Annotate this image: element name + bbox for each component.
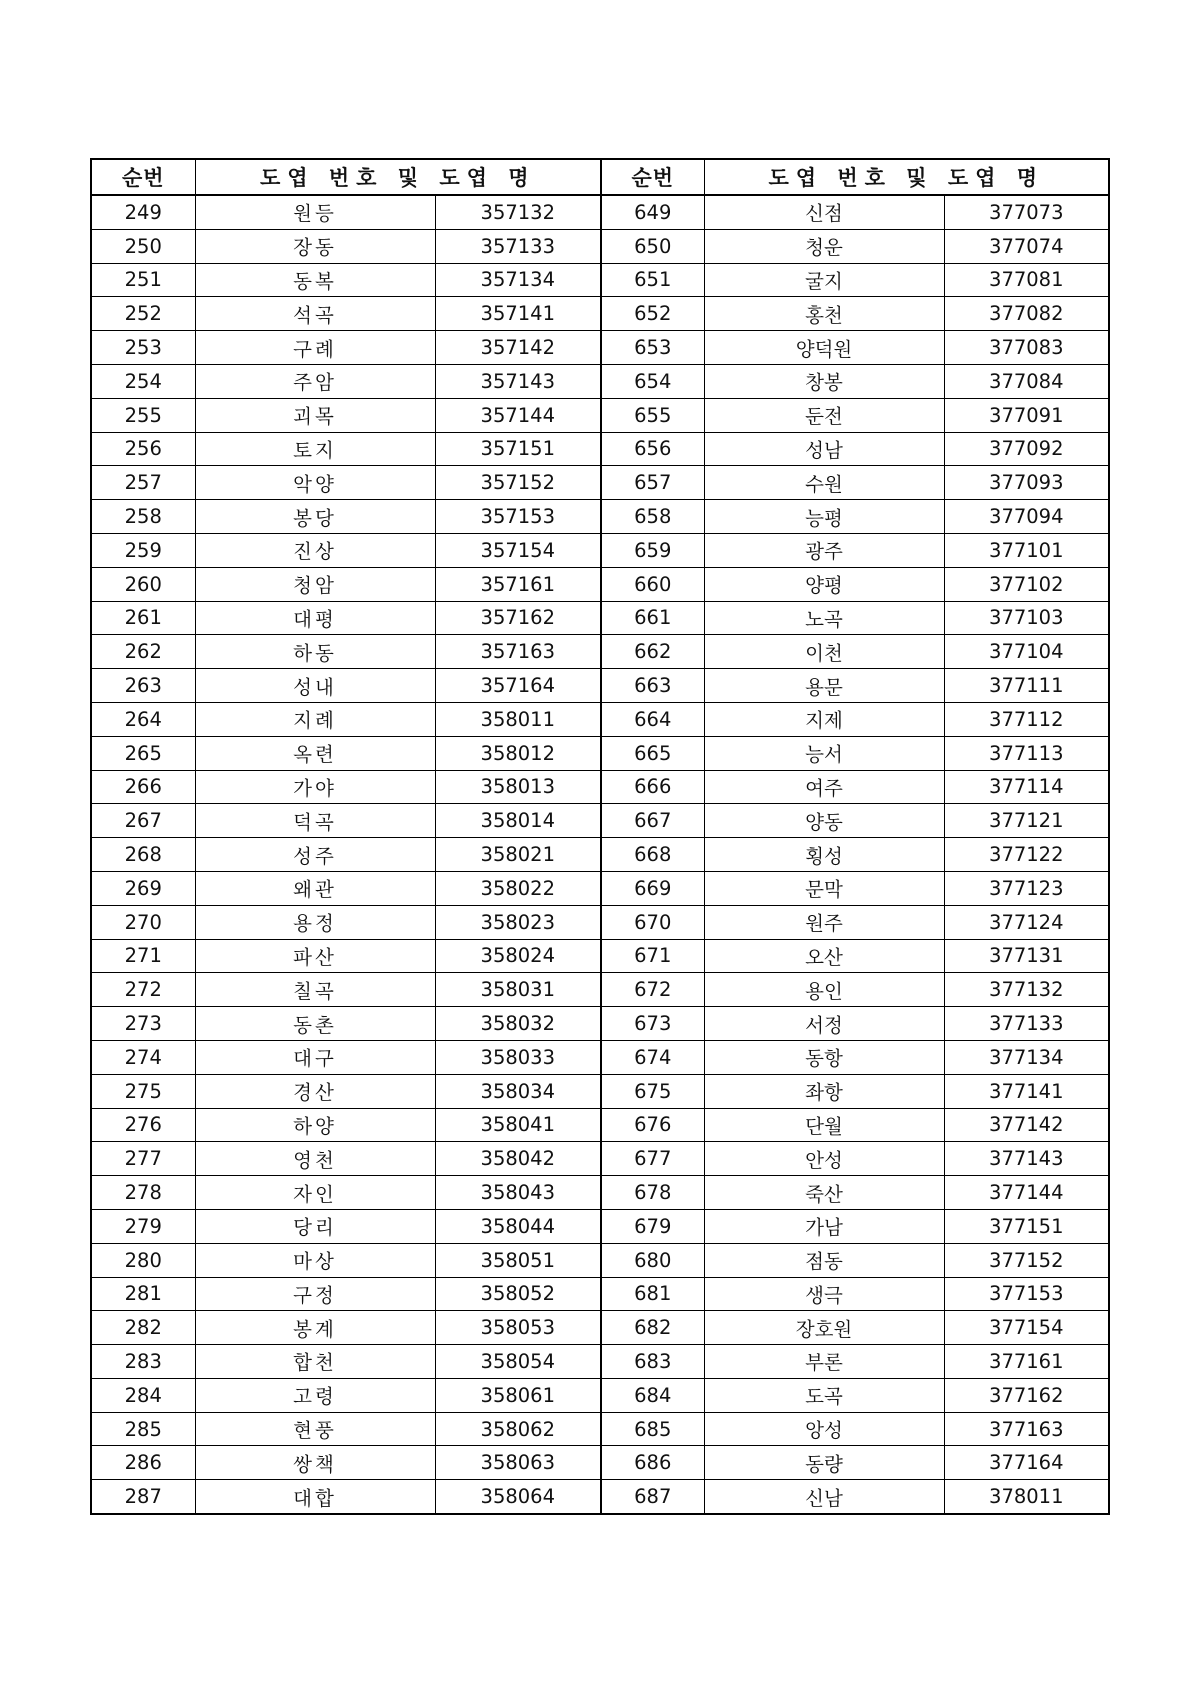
table-row bbox=[91, 1108, 1109, 1142]
seq-right: 686 bbox=[601, 1446, 704, 1480]
map-name-right: 신남 bbox=[704, 1480, 944, 1514]
seq-right: 657 bbox=[601, 466, 704, 500]
table-row bbox=[91, 364, 1109, 398]
map-name-left: 동촌 bbox=[195, 1007, 435, 1041]
seq-right: 670 bbox=[601, 905, 704, 939]
seq-left: 287 bbox=[91, 1480, 195, 1514]
map-number-left: 358024 bbox=[435, 939, 601, 973]
map-number-left: 358041 bbox=[435, 1108, 601, 1142]
map-number-right: 377164 bbox=[944, 1446, 1109, 1480]
table-row bbox=[91, 533, 1109, 567]
seq-right: 655 bbox=[601, 398, 704, 432]
map-number-right: 377141 bbox=[944, 1074, 1109, 1108]
map-name-right: 용인 bbox=[704, 973, 944, 1007]
map-name-left: 동복 bbox=[195, 263, 435, 297]
seq-left: 284 bbox=[91, 1378, 195, 1412]
map-number-right: 377123 bbox=[944, 871, 1109, 905]
table-row bbox=[91, 939, 1109, 973]
map-number-right: 377081 bbox=[944, 263, 1109, 297]
map-number-left: 357163 bbox=[435, 635, 601, 669]
table-row bbox=[91, 838, 1109, 872]
map-name-right: 수원 bbox=[704, 466, 944, 500]
map-number-left: 357141 bbox=[435, 297, 601, 331]
table-row bbox=[91, 635, 1109, 669]
map-header-left: 도엽 번호 및 도엽 명 bbox=[195, 159, 601, 195]
seq-right: 672 bbox=[601, 973, 704, 1007]
map-number-left: 358013 bbox=[435, 770, 601, 804]
seq-right: 665 bbox=[601, 736, 704, 770]
map-name-right: 앙성 bbox=[704, 1412, 944, 1446]
map-number-left: 358043 bbox=[435, 1176, 601, 1210]
map-name-left: 장동 bbox=[195, 229, 435, 263]
map-name-right: 안성 bbox=[704, 1142, 944, 1176]
seq-left: 262 bbox=[91, 635, 195, 669]
map-number-left: 357144 bbox=[435, 398, 601, 432]
map-number-right: 377102 bbox=[944, 567, 1109, 601]
table-row bbox=[91, 871, 1109, 905]
seq-left: 277 bbox=[91, 1142, 195, 1176]
map-number-left: 358012 bbox=[435, 736, 601, 770]
seq-left: 274 bbox=[91, 1040, 195, 1074]
map-name-right: 둔전 bbox=[704, 398, 944, 432]
map-number-right: 377073 bbox=[944, 195, 1109, 229]
map-number-right: 377152 bbox=[944, 1243, 1109, 1277]
map-name-left: 옥련 bbox=[195, 736, 435, 770]
map-name-right: 죽산 bbox=[704, 1176, 944, 1210]
seq-right: 654 bbox=[601, 364, 704, 398]
map-name-left: 하양 bbox=[195, 1108, 435, 1142]
table-row bbox=[91, 398, 1109, 432]
map-name-left: 경산 bbox=[195, 1074, 435, 1108]
seq-left: 265 bbox=[91, 736, 195, 770]
map-name-right: 굴지 bbox=[704, 263, 944, 297]
table-row bbox=[91, 1040, 1109, 1074]
map-name-left: 괴목 bbox=[195, 398, 435, 432]
map-number-left: 357151 bbox=[435, 432, 601, 466]
seq-right: 669 bbox=[601, 871, 704, 905]
map-number-left: 358022 bbox=[435, 871, 601, 905]
seq-left: 256 bbox=[91, 432, 195, 466]
seq-left: 250 bbox=[91, 229, 195, 263]
seq-right: 685 bbox=[601, 1412, 704, 1446]
table-row bbox=[91, 1074, 1109, 1108]
seq-left: 286 bbox=[91, 1446, 195, 1480]
seq-left: 254 bbox=[91, 364, 195, 398]
map-number-left: 357162 bbox=[435, 601, 601, 635]
seq-left: 275 bbox=[91, 1074, 195, 1108]
seq-right: 661 bbox=[601, 601, 704, 635]
seq-left: 253 bbox=[91, 331, 195, 365]
map-number-right: 377112 bbox=[944, 702, 1109, 736]
map-name-right: 홍천 bbox=[704, 297, 944, 331]
map-name-right: 장호원 bbox=[704, 1311, 944, 1345]
map-number-left: 357133 bbox=[435, 229, 601, 263]
map-name-left: 덕곡 bbox=[195, 804, 435, 838]
seq-right: 687 bbox=[601, 1480, 704, 1514]
map-name-left: 마상 bbox=[195, 1243, 435, 1277]
seq-left: 279 bbox=[91, 1209, 195, 1243]
map-number-left: 357154 bbox=[435, 533, 601, 567]
map-name-left: 영천 bbox=[195, 1142, 435, 1176]
map-name-right: 여주 bbox=[704, 770, 944, 804]
seq-left: 273 bbox=[91, 1007, 195, 1041]
seq-right: 679 bbox=[601, 1209, 704, 1243]
seq-left: 259 bbox=[91, 533, 195, 567]
map-number-right: 377113 bbox=[944, 736, 1109, 770]
seq-left: 266 bbox=[91, 770, 195, 804]
seq-right: 681 bbox=[601, 1277, 704, 1311]
seq-left: 271 bbox=[91, 939, 195, 973]
map-number-right: 377143 bbox=[944, 1142, 1109, 1176]
map-number-right: 377083 bbox=[944, 331, 1109, 365]
seq-left: 281 bbox=[91, 1277, 195, 1311]
map-name-right: 청운 bbox=[704, 229, 944, 263]
map-name-left: 대구 bbox=[195, 1040, 435, 1074]
seq-left: 270 bbox=[91, 905, 195, 939]
table-row bbox=[91, 432, 1109, 466]
seq-right: 683 bbox=[601, 1345, 704, 1379]
table-row bbox=[91, 1176, 1109, 1210]
map-name-right: 가남 bbox=[704, 1209, 944, 1243]
map-name-right: 문막 bbox=[704, 871, 944, 905]
map-name-right: 생극 bbox=[704, 1277, 944, 1311]
map-number-left: 358052 bbox=[435, 1277, 601, 1311]
map-number-left: 358033 bbox=[435, 1040, 601, 1074]
table-row bbox=[91, 1446, 1109, 1480]
map-name-right: 능평 bbox=[704, 500, 944, 534]
map-number-left: 357152 bbox=[435, 466, 601, 500]
map-name-right: 좌항 bbox=[704, 1074, 944, 1108]
map-name-left: 구정 bbox=[195, 1277, 435, 1311]
seq-right: 675 bbox=[601, 1074, 704, 1108]
map-number-left: 358054 bbox=[435, 1345, 601, 1379]
map-header-right: 도엽 번호 및 도엽 명 bbox=[704, 159, 1109, 195]
seq-right: 653 bbox=[601, 331, 704, 365]
map-name-left: 토지 bbox=[195, 432, 435, 466]
seq-left: 261 bbox=[91, 601, 195, 635]
map-name-left: 원등 bbox=[195, 195, 435, 229]
map-name-left: 대평 bbox=[195, 601, 435, 635]
map-number-right: 378011 bbox=[944, 1480, 1109, 1514]
map-name-left: 성내 bbox=[195, 669, 435, 703]
map-number-left: 358014 bbox=[435, 804, 601, 838]
map-name-right: 부론 bbox=[704, 1345, 944, 1379]
map-name-left: 석곡 bbox=[195, 297, 435, 331]
map-name-right: 능서 bbox=[704, 736, 944, 770]
map-name-left: 왜관 bbox=[195, 871, 435, 905]
map-number-left: 357143 bbox=[435, 364, 601, 398]
seq-left: 249 bbox=[91, 195, 195, 229]
map-number-right: 377114 bbox=[944, 770, 1109, 804]
table-row bbox=[91, 466, 1109, 500]
seq-right: 666 bbox=[601, 770, 704, 804]
map-name-left: 가야 bbox=[195, 770, 435, 804]
seq-right: 662 bbox=[601, 635, 704, 669]
map-name-right: 광주 bbox=[704, 533, 944, 567]
seq-right: 658 bbox=[601, 500, 704, 534]
map-name-left: 당리 bbox=[195, 1209, 435, 1243]
map-number-right: 377134 bbox=[944, 1040, 1109, 1074]
seq-left: 278 bbox=[91, 1176, 195, 1210]
seq-right: 663 bbox=[601, 669, 704, 703]
seq-left: 276 bbox=[91, 1108, 195, 1142]
seq-right: 664 bbox=[601, 702, 704, 736]
map-number-right: 377093 bbox=[944, 466, 1109, 500]
seq-right: 682 bbox=[601, 1311, 704, 1345]
map-number-right: 377084 bbox=[944, 364, 1109, 398]
seq-left: 258 bbox=[91, 500, 195, 534]
map-name-left: 대합 bbox=[195, 1480, 435, 1514]
seq-right: 656 bbox=[601, 432, 704, 466]
map-number-right: 377133 bbox=[944, 1007, 1109, 1041]
table-row bbox=[91, 195, 1109, 229]
map-number-left: 358044 bbox=[435, 1209, 601, 1243]
map-number-left: 357164 bbox=[435, 669, 601, 703]
map-name-right: 지제 bbox=[704, 702, 944, 736]
table-row bbox=[91, 702, 1109, 736]
table-row bbox=[91, 601, 1109, 635]
map-name-right: 양평 bbox=[704, 567, 944, 601]
seq-left: 267 bbox=[91, 804, 195, 838]
table-row bbox=[91, 263, 1109, 297]
map-number-left: 358021 bbox=[435, 838, 601, 872]
table-row bbox=[91, 1277, 1109, 1311]
seq-right: 671 bbox=[601, 939, 704, 973]
seq-right: 659 bbox=[601, 533, 704, 567]
seq-left: 272 bbox=[91, 973, 195, 1007]
map-number-right: 377074 bbox=[944, 229, 1109, 263]
map-number-left: 357132 bbox=[435, 195, 601, 229]
map-number-left: 357153 bbox=[435, 500, 601, 534]
seq-left: 263 bbox=[91, 669, 195, 703]
seq-left: 260 bbox=[91, 567, 195, 601]
table-row bbox=[91, 1007, 1109, 1041]
seq-left: 282 bbox=[91, 1311, 195, 1345]
map-number-right: 377124 bbox=[944, 905, 1109, 939]
map-name-right: 이천 bbox=[704, 635, 944, 669]
map-name-right: 신점 bbox=[704, 195, 944, 229]
seq-left: 251 bbox=[91, 263, 195, 297]
map-number-left: 358064 bbox=[435, 1480, 601, 1514]
map-name-left: 고령 bbox=[195, 1378, 435, 1412]
map-name-right: 양동 bbox=[704, 804, 944, 838]
map-name-right: 횡성 bbox=[704, 838, 944, 872]
map-name-left: 용정 bbox=[195, 905, 435, 939]
map-number-left: 358062 bbox=[435, 1412, 601, 1446]
map-number-right: 377121 bbox=[944, 804, 1109, 838]
map-number-right: 377082 bbox=[944, 297, 1109, 331]
table-body bbox=[91, 195, 1109, 1514]
table-row bbox=[91, 297, 1109, 331]
map-number-right: 377162 bbox=[944, 1378, 1109, 1412]
seq-left: 283 bbox=[91, 1345, 195, 1379]
table-row bbox=[91, 736, 1109, 770]
map-name-right: 오산 bbox=[704, 939, 944, 973]
map-number-right: 377131 bbox=[944, 939, 1109, 973]
seq-left: 252 bbox=[91, 297, 195, 331]
table-row bbox=[91, 669, 1109, 703]
map-name-right: 성남 bbox=[704, 432, 944, 466]
table-row bbox=[91, 770, 1109, 804]
map-number-right: 377151 bbox=[944, 1209, 1109, 1243]
map-number-right: 377132 bbox=[944, 973, 1109, 1007]
map-name-left: 현풍 bbox=[195, 1412, 435, 1446]
seq-header-left: 순번 bbox=[91, 159, 195, 195]
map-number-right: 377163 bbox=[944, 1412, 1109, 1446]
map-name-right: 용문 bbox=[704, 669, 944, 703]
map-index-table bbox=[90, 158, 1110, 1515]
map-name-left: 청암 bbox=[195, 567, 435, 601]
map-name-left: 성주 bbox=[195, 838, 435, 872]
seq-right: 677 bbox=[601, 1142, 704, 1176]
map-name-right: 노곡 bbox=[704, 601, 944, 635]
map-number-right: 377161 bbox=[944, 1345, 1109, 1379]
map-number-left: 358011 bbox=[435, 702, 601, 736]
map-number-left: 358061 bbox=[435, 1378, 601, 1412]
seq-header-right: 순번 bbox=[601, 159, 704, 195]
seq-left: 280 bbox=[91, 1243, 195, 1277]
seq-right: 652 bbox=[601, 297, 704, 331]
table-row bbox=[91, 229, 1109, 263]
map-index-sheet bbox=[90, 158, 1108, 1515]
table-row bbox=[91, 331, 1109, 365]
map-number-right: 377091 bbox=[944, 398, 1109, 432]
seq-right: 667 bbox=[601, 804, 704, 838]
map-number-left: 357142 bbox=[435, 331, 601, 365]
map-name-right: 도곡 bbox=[704, 1378, 944, 1412]
table-row bbox=[91, 1412, 1109, 1446]
map-number-left: 358053 bbox=[435, 1311, 601, 1345]
map-number-right: 377094 bbox=[944, 500, 1109, 534]
seq-right: 674 bbox=[601, 1040, 704, 1074]
header-row bbox=[91, 159, 1109, 195]
map-name-left: 칠곡 bbox=[195, 973, 435, 1007]
map-name-right: 동항 bbox=[704, 1040, 944, 1074]
seq-left: 268 bbox=[91, 838, 195, 872]
table-row bbox=[91, 804, 1109, 838]
map-name-right: 서정 bbox=[704, 1007, 944, 1041]
table-row bbox=[91, 1345, 1109, 1379]
map-name-left: 주암 bbox=[195, 364, 435, 398]
map-number-left: 358032 bbox=[435, 1007, 601, 1041]
table-row bbox=[91, 1480, 1109, 1514]
map-number-right: 377144 bbox=[944, 1176, 1109, 1210]
map-name-right: 단월 bbox=[704, 1108, 944, 1142]
table-row bbox=[91, 500, 1109, 534]
table-row bbox=[91, 1378, 1109, 1412]
map-number-left: 357134 bbox=[435, 263, 601, 297]
map-name-left: 악양 bbox=[195, 466, 435, 500]
map-name-left: 진상 bbox=[195, 533, 435, 567]
map-number-left: 358023 bbox=[435, 905, 601, 939]
map-number-left: 358034 bbox=[435, 1074, 601, 1108]
map-name-right: 점동 bbox=[704, 1243, 944, 1277]
map-name-left: 지례 bbox=[195, 702, 435, 736]
seq-right: 678 bbox=[601, 1176, 704, 1210]
map-name-right: 창봉 bbox=[704, 364, 944, 398]
map-name-right: 양덕원 bbox=[704, 331, 944, 365]
seq-right: 684 bbox=[601, 1378, 704, 1412]
seq-left: 269 bbox=[91, 871, 195, 905]
map-number-right: 377154 bbox=[944, 1311, 1109, 1345]
map-number-right: 377142 bbox=[944, 1108, 1109, 1142]
table-row bbox=[91, 973, 1109, 1007]
map-name-left: 합천 bbox=[195, 1345, 435, 1379]
map-number-left: 358051 bbox=[435, 1243, 601, 1277]
map-number-left: 358063 bbox=[435, 1446, 601, 1480]
map-number-right: 377092 bbox=[944, 432, 1109, 466]
seq-right: 668 bbox=[601, 838, 704, 872]
map-name-right: 동량 bbox=[704, 1446, 944, 1480]
map-number-left: 358042 bbox=[435, 1142, 601, 1176]
map-number-right: 377122 bbox=[944, 838, 1109, 872]
table-row bbox=[91, 1142, 1109, 1176]
table-row bbox=[91, 1209, 1109, 1243]
map-number-left: 357161 bbox=[435, 567, 601, 601]
table-row bbox=[91, 1311, 1109, 1345]
map-name-left: 하동 bbox=[195, 635, 435, 669]
seq-left: 285 bbox=[91, 1412, 195, 1446]
seq-right: 680 bbox=[601, 1243, 704, 1277]
map-name-left: 봉계 bbox=[195, 1311, 435, 1345]
map-name-left: 구례 bbox=[195, 331, 435, 365]
seq-right: 649 bbox=[601, 195, 704, 229]
map-number-right: 377103 bbox=[944, 601, 1109, 635]
seq-left: 264 bbox=[91, 702, 195, 736]
map-number-right: 377104 bbox=[944, 635, 1109, 669]
map-number-left: 358031 bbox=[435, 973, 601, 1007]
seq-right: 650 bbox=[601, 229, 704, 263]
seq-right: 660 bbox=[601, 567, 704, 601]
seq-right: 676 bbox=[601, 1108, 704, 1142]
map-name-left: 파산 bbox=[195, 939, 435, 973]
table-row bbox=[91, 1243, 1109, 1277]
map-name-left: 쌍책 bbox=[195, 1446, 435, 1480]
seq-left: 255 bbox=[91, 398, 195, 432]
seq-right: 673 bbox=[601, 1007, 704, 1041]
map-name-left: 봉당 bbox=[195, 500, 435, 534]
map-name-left: 자인 bbox=[195, 1176, 435, 1210]
table-row bbox=[91, 567, 1109, 601]
map-name-right: 원주 bbox=[704, 905, 944, 939]
map-number-right: 377111 bbox=[944, 669, 1109, 703]
map-number-right: 377101 bbox=[944, 533, 1109, 567]
map-number-right: 377153 bbox=[944, 1277, 1109, 1311]
seq-left: 257 bbox=[91, 466, 195, 500]
seq-right: 651 bbox=[601, 263, 704, 297]
table-row bbox=[91, 905, 1109, 939]
